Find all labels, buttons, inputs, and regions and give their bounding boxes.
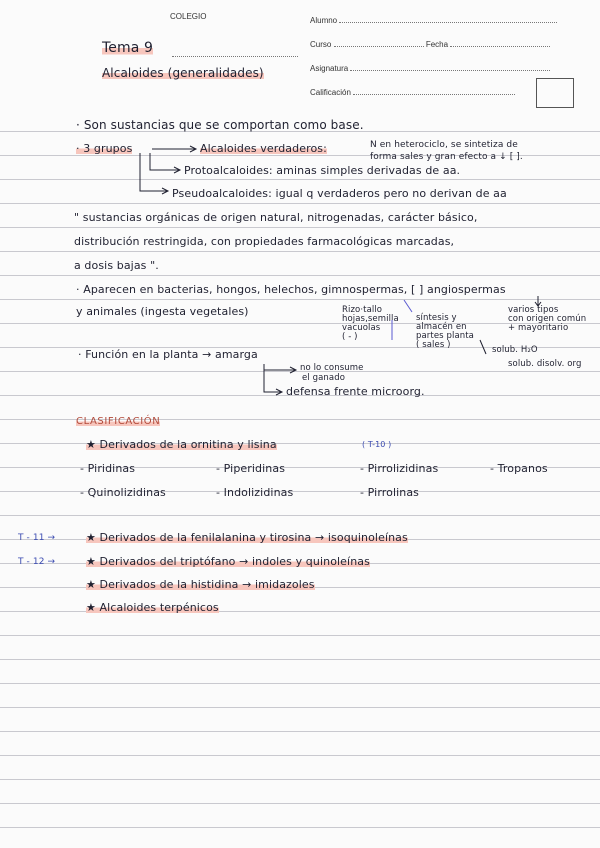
fecha-label: Fecha [425,40,449,49]
aparecen-a: · Aparecen en bacterias, hongos, helechos, gimnospermas, [ ] angiospermas [76,283,506,296]
clas-1-sub-f: - Indolizidinas [216,486,294,499]
connector-mid [404,300,412,312]
funcion: · Función en la planta → amarga [78,348,258,361]
grupos-label: · 3 grupos [76,142,133,155]
clas-1-sub-g: - Pirrolinas [360,486,420,499]
clas-1-tag: ( T-10 ) [362,440,392,449]
soluble-a: solub. H₂O [492,345,538,355]
clas-1-sub-d: - Tropanos [490,462,548,475]
clas-3: ★ Derivados del triptófano → indoles y quinoleínas [86,555,370,568]
grupo1-name: Alcaloides verdaderos: [200,142,327,155]
margin-t11: T - 11 → [18,533,56,543]
margin-t12: T - 12 → [18,557,56,567]
note-mid: síntesis y almacén en partes planta ( sales ) [416,313,474,350]
clas-1-sub-b: - Piperidinas [216,462,286,475]
line-bases: · Son sustancias que se comportan como base. [76,118,364,132]
note-left: Rizo·tallo hojas,semilla vacuolas ( - ) [342,305,399,342]
subtitle: Alcaloides (generalidades) [102,66,264,80]
arrow-soluble [480,340,486,354]
definition-b: distribución restringida, con propiedades farmacológicas marcadas, [74,235,455,248]
clas-1: ★ Derivados de la ornitina y lisina [86,438,277,451]
clas-5: ★ Alcaloides terpénicos [86,601,219,614]
calificacion-label: Calificación [310,88,351,97]
clasificacion-heading: CLASIFICACIÓN [76,416,161,427]
grupo2: Protoalcaloides: aminas simples derivadas de aa. [184,164,461,177]
clas-1-sub-c: - Pirrolizidinas [360,462,439,475]
curso-label: Curso [310,40,332,49]
asignatura-label: Asignatura [310,64,349,73]
funcion-b3: defensa frente microorg. [286,385,425,398]
grupo1-desc-b: forma sales y gran efecto a ↓ [ ]. [370,152,523,162]
note-right: varios tipos con origen común + mayoritario [508,305,587,333]
alumno-label: Alumno [310,16,338,25]
definition-a: " sustancias orgánicas de origen natural, nitrogenadas, carácter básico, [74,211,478,224]
colegio-label: COLEGIO [170,12,207,21]
grupo1-desc-a: N en heterociclo, se sintetiza de [370,140,518,150]
clas-1-sub-a: - Piridinas [80,462,136,475]
grupo3: Pseudoalcaloides: igual q verdaderos pero no derivan de aa [172,187,507,200]
soluble-b: solub. disolv. org [508,359,582,369]
arrow-grupo3 [140,153,168,191]
clas-2: ★ Derivados de la fenilalanina y tirosina → isoquinoleínas [86,531,408,544]
funcion-b1: no lo consume [300,363,364,373]
clas-4: ★ Derivados de la histidina → imidazoles [86,578,315,591]
definition-c: a dosis bajas ". [74,259,159,272]
funcion-b2: el ganado [302,373,345,383]
clas-1-sub-e: - Quinolizidinas [80,486,166,499]
aparecen-b: y animales (ingesta vegetales) [76,305,249,318]
tema-title: Tema 9 [102,40,153,56]
brace-funcion [264,364,282,392]
